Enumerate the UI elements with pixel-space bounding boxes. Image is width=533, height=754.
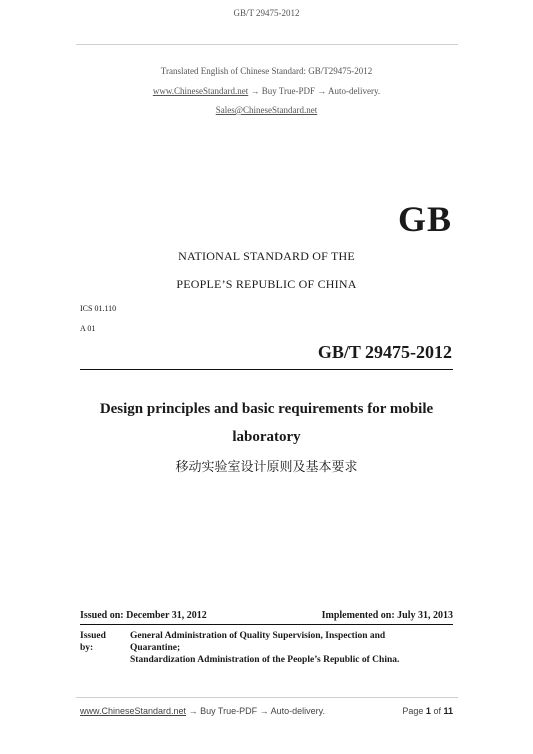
footer-site-link[interactable]: www.ChineseStandard.net <box>80 706 187 716</box>
issued-on: Issued on: December 31, 2012 <box>80 610 207 621</box>
running-header: GB/T 29475-2012 <box>233 8 300 18</box>
ics-code: ICS 01.110 <box>80 304 117 313</box>
purchase-line <box>0 86 533 96</box>
gb-mark: GB <box>397 199 452 239</box>
ccs-code: A 01 <box>80 324 96 333</box>
email-line <box>0 105 533 115</box>
national-standard-line2: PEOPLE’S REPUBLIC OF CHINA <box>176 277 357 291</box>
email-link[interactable]: Sales@ChineseStandard.net <box>215 105 318 115</box>
page-label: Page <box>402 706 424 716</box>
page-indicator <box>402 706 453 716</box>
issuer-line: Quarantine; <box>130 643 181 653</box>
purchase-text: → Buy True-PDF → Auto-delivery. <box>250 86 381 96</box>
of-label: of <box>433 706 441 716</box>
header-divider <box>76 44 458 45</box>
page-number: 1 <box>425 706 431 716</box>
issued-by-label: Issued by: <box>80 631 106 653</box>
issuer-line: Standardization Administration of the People’s Republic of China. <box>130 655 400 665</box>
translation-note: Translated English of Chinese Standard: GB/T29475-2012 <box>160 66 373 76</box>
dates-divider <box>80 624 453 625</box>
page-total: 11 <box>443 706 453 716</box>
standard-code: GB/T 29475-2012 <box>317 342 452 362</box>
footer-left <box>80 706 325 716</box>
doc-title-chinese: 移动实验室设计原则及基本要求 <box>175 460 358 475</box>
footer-divider <box>76 697 458 698</box>
doc-title-line1: Design principles and basic requirements for mobile <box>99 401 434 417</box>
issuer-line: General Administration of Quality Supervision, Inspection and <box>130 631 386 641</box>
code-divider <box>80 369 453 370</box>
implemented-on: Implemented on: July 31, 2013 <box>321 610 453 621</box>
national-standard-line1: NATIONAL STANDARD OF THE <box>178 249 355 263</box>
footer-purchase-text: → Buy True-PDF → Auto-delivery. <box>188 706 325 716</box>
doc-title-line2: laboratory <box>232 429 301 445</box>
site-link[interactable]: www.ChineseStandard.net <box>152 86 249 96</box>
